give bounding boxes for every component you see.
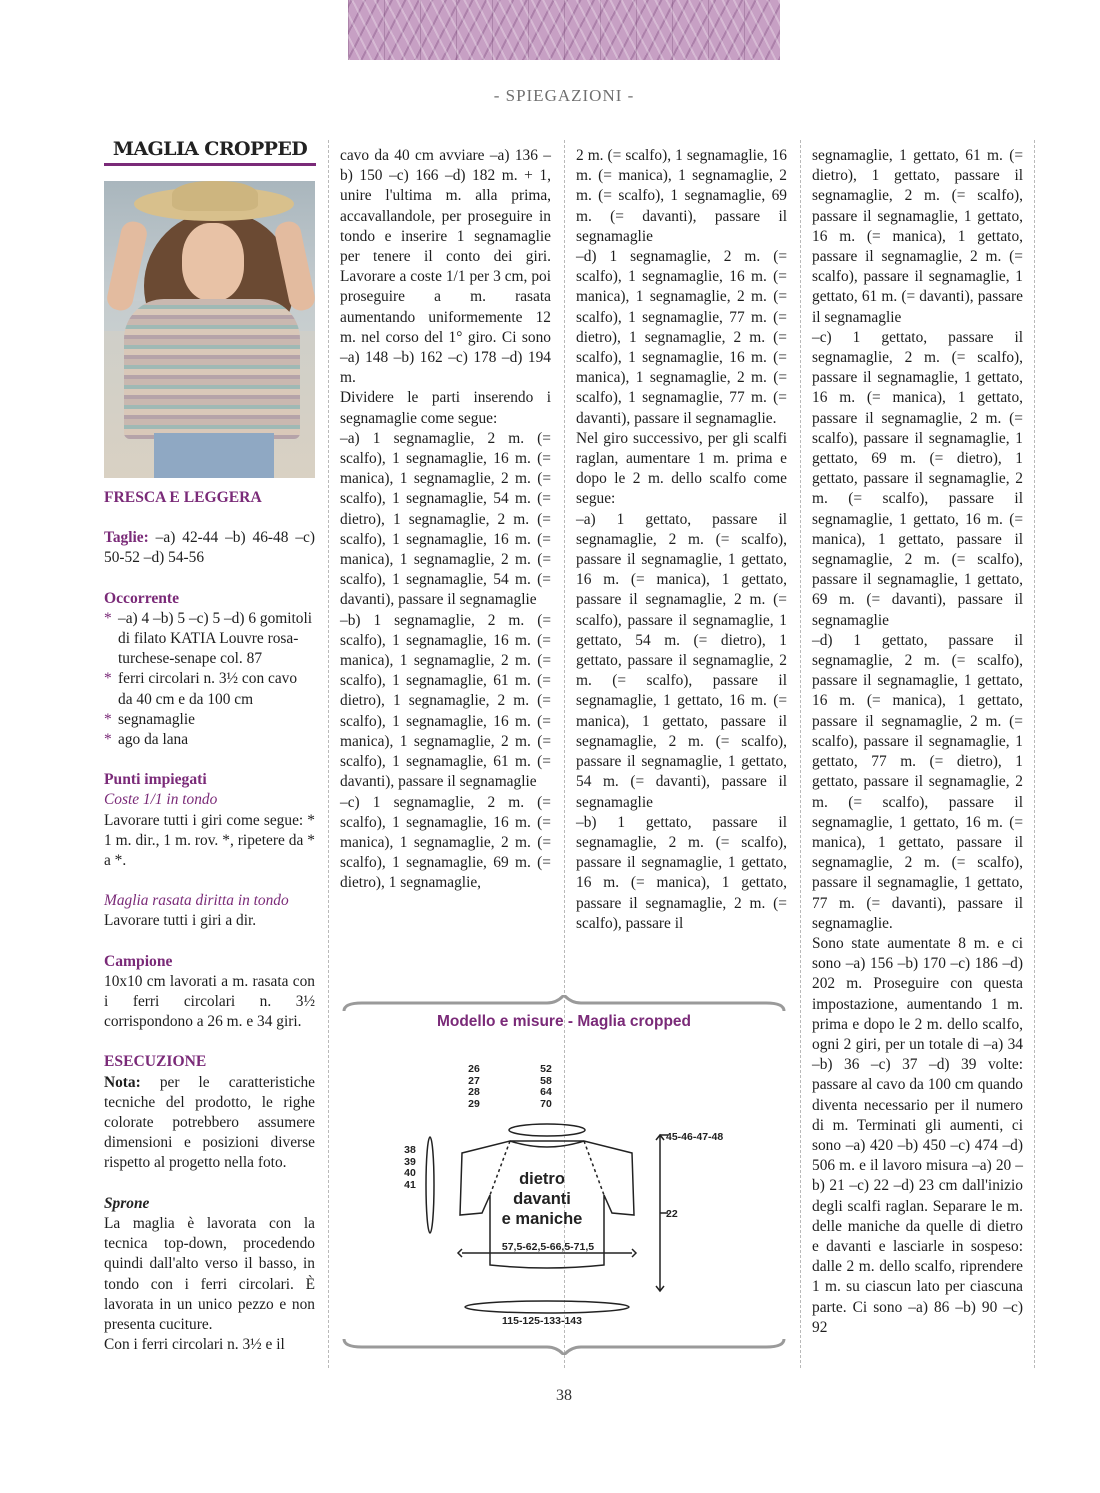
paragraph: –d) 1 segnamaglie, 2 m. (= scalfo), 1 segnamaglie, 16 m. (= manica), 1 segnamaglie, 2 m. (= scalfo), 1 segnamaglie, 77 m. (= dietro), 1 segnamaglie, 2 m. (= scalfo), 1 segnamaglie, 16 m. (= manica), 1 segnamaglie, 2 m. (= scalfo), 1 segnamaglie, 77 m. (= davanti), passare il segnamaglie. [576,248,787,427]
coste-label: Coste 1/1 in tondo [104,791,218,809]
section-label: - SPIEGAZIONI - [493,86,635,105]
neck-sizes-label: 26 27 28 29 [468,1063,480,1110]
materials-list [104,609,315,750]
diagram-center-label: dietro davanti e maniche [501,1170,583,1228]
esecuzione-heading: ESECUZIONE [104,1053,207,1071]
text-column-2 [340,146,551,894]
rasata-text: Lavorare tutti i giri a dir. [104,912,257,930]
sprone-label: Sprone [104,1194,150,1212]
column-divider [800,140,801,1368]
paragraph: Dividere le parti inserendo i segnamaglie come segue: [340,389,551,427]
width-label: 57,5-62,5-66,5-71,5 [501,1241,595,1253]
paragraph: –b) 1 segnamaglie, 2 m. (= scalfo), 1 segnamaglie, 16 m. (= manica), 1 segnamaglie, 2 m. (= scalfo), 1 segnamaglie, 61 m. (= dietro), 1 segnamaglie, 2 m. (= scalfo), 1 segnamaglie, 16 m. (= manica), 1 segnamaglie, 2 m. (= scalfo), 1 segnamaglie, 61 m. (= davanti), passare il segnamaglie [340,611,551,791]
knit-swatch-photo [348,0,780,60]
paragraph: –d) 1 gettato, passare il segnamaglie, 2 m. (= scalfo), passare il segnamaglie, 1 gettato, 16 m. (= manica), 1 gettato, passare il segnamaglie, 2 m. (= scalfo), passare il segnamaglie, 1 gettato, 77 m. (= dietro), 1 gettato, passare il segnamaglie, 2 m. (= scalfo), passare il segnamaglie, 1 gettato, 16 m. (= manica), 1 gettato, passare il segnamaglie, 2 m. (= scalfo), passare il segnamaglie, 1 gettato, 77 m. (= davanti), passare il segnamaglie. [812,631,1023,932]
campione-heading: Campione [104,952,173,970]
paragraph: Nel giro successivo, per gli scalfi raglan, aumentare 1 m. prima e dopo le 2 m. dello scalfo come segue: [576,429,787,508]
column-divider [1034,140,1035,1368]
paragraph: –c) 1 gettato, passare il segnamaglie, 2 m. (= scalfo), passare il segnamaglie, 1 gettato, 16 m. (= manica), 1 gettato, passare il segnamaglie, 2 m. (= scalfo), passare il segnamaglie, 1 gettato, 69 m. (= dietro), 1 gettato, passare il segnamaglie, 2 m. (= scalfo), passare il segnamaglie, 1 gettato, 16 m. (= manica), 1 gettato, passare il segnamaglie, 2 m. (= scalfo), passare il segnamaglie, 1 gettato, 69 m. (= davanti), passare il segnamaglie [812,328,1023,629]
sprone-text: La maglia è lavorata con la tecnica top-down, procedendo quindi dall'alto verso il basso, in tondo con i ferri circolari. È lavorata in un unico pezzo e non presenta cuciture. [104,1214,315,1333]
sleeve-opening-label: 38 39 40 41 [404,1144,416,1191]
paragraph: –b) 1 gettato, passare il segnamaglie, 2 m. (= scalfo), passare il segnamaglie, 1 gettato, 16 m. (= manica), 1 gettato, passare il segnamaglie, 2 m. (= scalfo), passare il [576,813,787,932]
campione-text: 10x10 cm lavorati a m. rasata con i ferri circolari n. 3½ corrispondono a 26 m. e 34 giri. [104,972,315,1031]
body-height-label: 22 [666,1208,678,1220]
page-number: 38 [556,1387,572,1404]
left-column [104,488,315,1355]
diagram-title: Modello e misure - Maglia cropped [436,1013,692,1030]
occorrente-heading: Occorrente [104,589,180,607]
text-column-3 [576,146,787,934]
rasata-label: Maglia rasata diritta in tondo [104,892,289,910]
paragraph: Sono state aumentate 8 m. e ci sono –a) 156 –b) 170 –c) 186 –d) 202 m. Proseguire con questa impostazione, aumentando 1 m. prima e dopo le 2 m. dello scalfo, ogni 2 giri, per un totale di –a) 34 –b) 36 –c) 37 –d) 39 volte: passare al cavo da 100 cm quando diventa necessario per il numero di m. Terminati gli aumenti, ci sono –a) 420 –b) 450 –c) 474 –d) 506 m. e il lavoro misura –a) 20 –b) 21 –c) 22 –d) 23 cm dall'inizio degli scalfi raglan. Separare le m. delle maniche da quelle di dietro e davanti e lasciarle in sospeso: dalle 2 m. dello scalfo, riprendere 1 m. su ciascun lato per ciascuna parte. Ci sono –a) 86 –b) 90 –c) 92 [812,934,1023,1336]
punti-heading: Punti impiegati [104,771,207,789]
coste-text: Lavorare tutti i giri come segue: * 1 m. dir., 1 m. rov. *, ripetere da * a *. [104,811,315,870]
article-subtitle: FRESCA E LEGGERA [104,489,262,506]
column-divider [328,140,329,1368]
list-item: * segnamaglie [104,710,315,730]
paragraph: cavo da 40 cm avviare –a) 136 –b) 150 –c) 166 –d) 182 m. + 1, unire l'ultima m. alla prima, accavallandole, per proseguire in tondo e inserire 1 segnamaglie per tenere il conto dei giri. Lavorare a coste 1/1 per 3 cm, poi proseguire a m. rasata aumentando uniformemente 12 m. nel corso del 1° giro. Ci sono –a) 148 –b) 162 –c) 178 –d) 194 m. [340,147,551,387]
neck-width-label: 52 58 64 70 [540,1063,552,1110]
nota: Nota: per le caratteristiche tecniche del prodotto, le righe colorate potrebbero assumere dimensioni e posizioni diverse rispetto al progetto nella foto. [104,1073,315,1172]
paragraph: segnamaglie, 1 gettato, 61 m. (= dietro), 1 gettato, passare il segnamaglie, 2 m. (= scalfo), passare il segnamaglie, 1 gettato, 16 m. (= manica), 1 gettato, passare il segnamaglie, 2 m. (= scalfo), passare il segnamaglie, 1 gettato, 61 m. (= davanti), passare il segnamaglie [812,147,1023,326]
text-column-4 [812,146,1023,1338]
sleeve-length-label: 45-46-47-48 [666,1131,724,1143]
paragraph: –a) 1 segnamaglie, 2 m. (= scalfo), 1 segnamaglie, 16 m. (= manica), 1 segnamaglie, 2 m. (= scalfo), 1 segnamaglie, 54 m. (= dietro), 1 segnamaglie, 2 m. (= scalfo), 1 segnamaglie, 16 m. (= manica), 1 segnamaglie, 2 m. (= scalfo), 1 segnamaglie, 54 m. (= davanti), passare il segnamaglie [340,429,551,609]
list-item: * –a) 4 –b) 5 –c) 5 –d) 6 gomitoli di filato KATIA Louvre rosa-turchese-senape col. 87 [104,609,315,670]
model-photo [104,181,315,478]
paragraph: –a) 1 gettato, passare il segnamaglie, 2 m. (= scalfo), passare il segnamaglie, 1 gettato, 16 m. (= manica), 1 gettato, passare il segnamaglie, 2 m. (= scalfo), passare il segnamaglie, 1 gettato, 54 m. (= dietro), 1 gettato, passare il segnamaglie, 2 m. (= scalfo), passare il segnamaglie, 1 gettato, 16 m. (= manica), 1 gettato, passare il segnamaglie, 2 m. (= scalfo), passare il segnamaglie, 1 gettato, 54 m. (= davanti), passare il segnamaglie [576,510,787,811]
circumference-label: 115-125-133-143 [502,1315,582,1327]
sprone-cont: Con i ferri circolari n. 3½ e il [104,1336,285,1354]
list-item: * ferri circolari n. 3½ con cavo da 40 cm e da 100 cm [104,669,315,709]
taglie: Taglie: –a) 42-44 –b) 46-48 –c) 50-52 –d) 54-56 [104,529,315,567]
paragraph: 2 m. (= scalfo), 1 segnamaglie, 16 m. (= manica), 1 segnamaglie, 2 m. (= scalfo), 1 segnamaglie, 69 m. (= davanti), passare il segnamaglie [576,147,787,245]
article-title: MAGLIA CROPPED [104,138,316,166]
paragraph: –c) 1 segnamaglie, 2 m. (= scalfo), 1 segnamaglie, 16 m. (= manica), 1 segnamaglie, 2 m. (= scalfo), 1 segnamaglie, 69 m. (= dietro), 1 segnamaglie, [340,793,551,892]
list-item: * ago da lana [104,730,315,750]
